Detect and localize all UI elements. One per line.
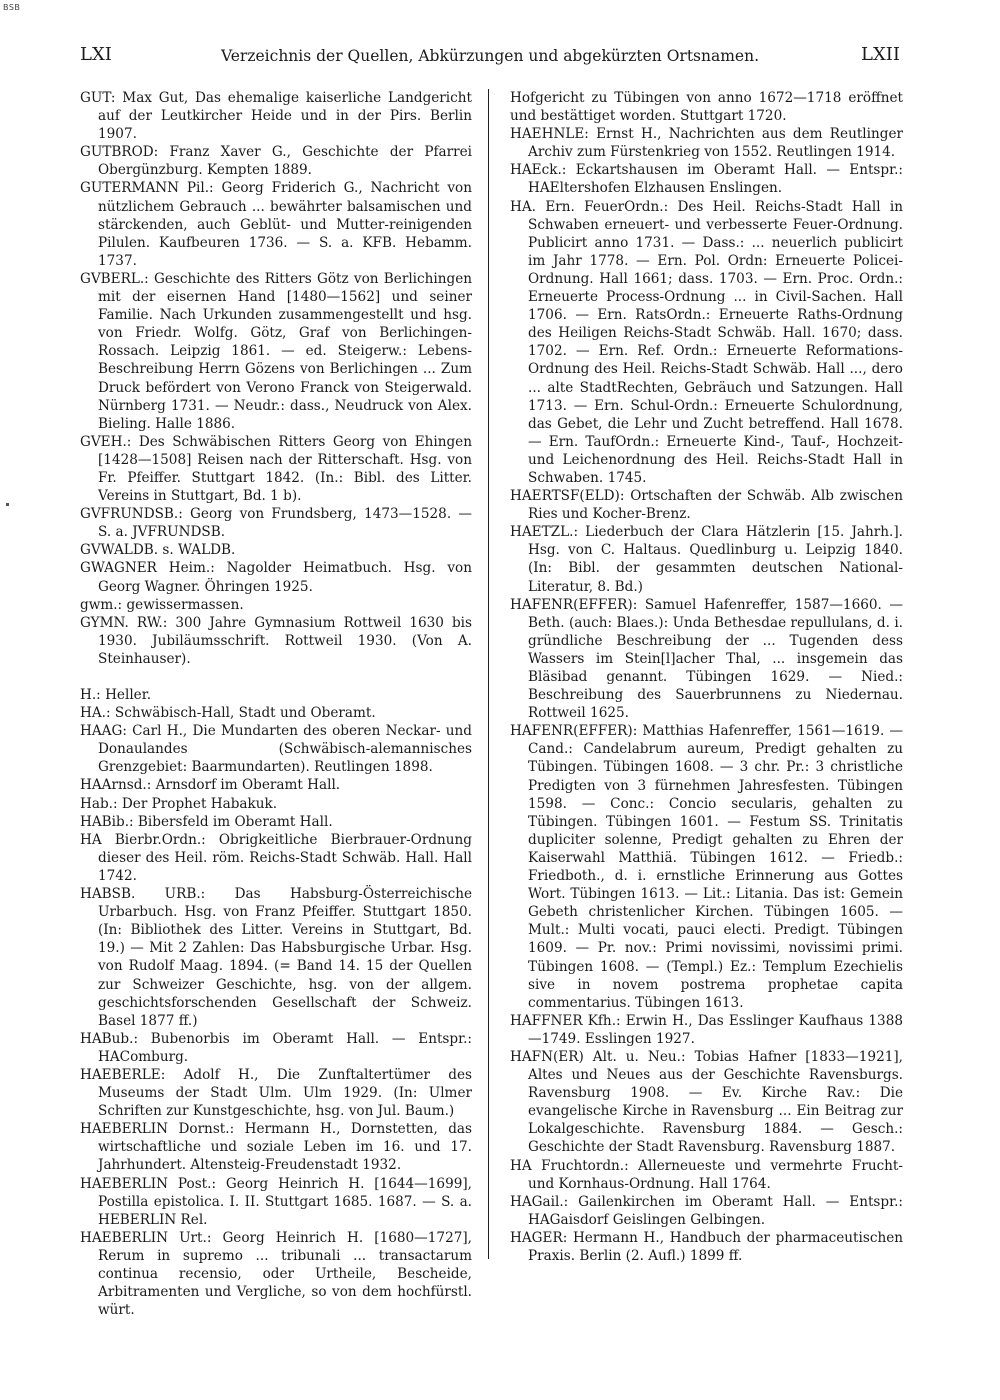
entry: HAGail.: Gailenkirchen im Oberamt Hall. — Entspr.: HAGaisdorf Geislingen Gelbingen. bbox=[510, 1193, 903, 1228]
entry: HA Fruchtordn.: Allerneueste und vermehrte Frucht- und Kornhaus-Ordnung. Hall 1764. bbox=[510, 1157, 903, 1192]
entry: HABib.: Bibersfeld im Oberamt Hall. bbox=[80, 813, 333, 830]
entry-continuation: Hofgericht zu Tübingen von anno 1672—1718 eröffnet und bestättiget worden. Stuttgart 1720. bbox=[510, 90, 903, 125]
entry: GVEH.: Des Schwäbischen Ritters Georg von Ehingen [1428—1508] Reisen nach der Ritterschaft. Hsg. von Fr. Pfeiffer. Stuttgart 1842. (In.: Bibl. des Litter. Vereins in Stuttgart, Bd. 1 b). bbox=[80, 433, 472, 505]
entry: HA.: Schwäbisch-Hall, Stadt und Oberamt. bbox=[80, 705, 376, 722]
entry: GVWALDB. s. WALDB. bbox=[80, 542, 236, 559]
entry: HAETZL.: Liederbuch der Clara Hätzlerin [15. Jahrh.]. Hsg. von C. Haltaus. Quedlinburg u. Leipzig 1840. (In: Bibl. der gesammten deutschen National-Literatur, 8. Bd.) bbox=[510, 524, 903, 595]
entry: HAERTSF(ELD): Ortschaften der Schwäb. Alb zwischen Ries und Kocher-Brenz. bbox=[510, 488, 903, 523]
entry: HAEBERLE: Adolf H., Die Zunftaltertümer des Museums der Stadt Ulm. Ulm 1929. (In: Ulmer Schriften zur Kunstgeschichte, hsg. von Jul. Baum.) bbox=[80, 1066, 472, 1120]
entry: gwm.: gewissermassen. bbox=[80, 596, 244, 613]
entry: HAFENR(EFFER): Samuel Hafenreffer, 1587—1660. — Beth. (auch: Blaes.): Unda Bethesdae repullulans, d. i. gründliche Beschreibung der ... Tugenden dess Wassers im Stein[l]acher Thal, ... insgemein das Bläsibad genannt. Tübingen 1629. — Nied.: Beschreibung des Sauerbrunnens zu Niedernau. Rottweil 1625. bbox=[510, 596, 903, 722]
entry: H.: Heller. bbox=[80, 687, 152, 703]
entry: GUT: Max Gut, Das ehemalige kaiserliche Landgericht auf der Leutkircher Heide und in der Pirs. Berlin 1907. bbox=[80, 90, 472, 143]
entry: HAEHNLE: Ernst H., Nachrichten aus dem Reutlinger Archiv zum Fürstenkrieg von 1552. Reutlingen 1914. bbox=[510, 126, 903, 161]
entry: HAGER: Hermann H., Handbuch der pharmaceutischen Praxis. Berlin (2. Aufl.) 1899 ff. bbox=[510, 1229, 903, 1264]
entry: GWAGNER Heim.: Nagolder Heimatbuch. Hsg. von Georg Wagner. Öhringen 1925. bbox=[80, 560, 472, 595]
entry: HAArnsd.: Arnsdorf im Oberamt Hall. bbox=[80, 777, 341, 794]
entry: GUTERMANN Pil.: Georg Friderich G., Nachricht von nützlichem Gebrauch ... bewährter balsamischen und stärckenden, auch Geblüt- und Mutter-reinigenden Pilulen. Kaufbeuren 1736. — S. a. KFB. Hebamm. 1737. bbox=[80, 180, 472, 269]
column-divider bbox=[488, 89, 489, 1259]
entry: HAAG: Carl H., Die Mundarten des oberen Neckar- und Donaulandes (Schwäbisch-alemannisches Grenzgebiet: Baarmundarten). Reutlingen 1898. bbox=[80, 723, 472, 776]
entry: HAEBERLIN Post.: Georg Heinrich H. [1644—1699], Postilla epistolica. I. II. Stuttgart 1685. 1687. — S. a. HEBERLIN Rel. bbox=[80, 1175, 472, 1228]
page-number-right: LXII bbox=[861, 44, 900, 65]
entry: HABSB. URB.: Das Habsburg-Österreichische Urbarbuch. Hsg. von Franz Pfeiffer. Stuttgart 1850. (In: Bibliothek des Litter. Vereins in Stuttgart, Bd. 19.) — Mit 2 Zahlen: Das Habsburgische Urbar. Hsg. von Rudolf Maag. 1894. (= Band 14. 15 der Quellen zur Schweizer Geschichte, hsg. von der allgem. geschichtsforschenden Gesellschaft der Schweiz. Basel 1877 ff.) bbox=[80, 886, 472, 1029]
entry: HAFENR(EFFER): Matthias Hafenreffer, 1561—1619. — Cand.: Candelabrum aureum, Predigt gehalten zu Tübingen. Tübingen 1608. — 3 chr. Pr.: 3 christliche Predigten von 3 fürnehmen Jahresfesten. Tübingen 1598. — Conc.: Concio secularis, gehalten zu Tübingen. Tübingen 1601. — Festum SS. Trinitatis dupliciter solenne, Predigt gehalten zu Ehren der Kaiserwahl Matthiä. Tübingen 1612. — Friedb.: Friedboth., d. i. ernstliche Erinnerung aus Gottes Wort. Tübingen 1613. — Lit.: Litania. Das ist: Gemein Gebeth christenlicher Kirchen. Tübingen 1605. — Mult.: Multi vocati, pauci electi. Predigt. Tübingen 1609. — Pr. nov.: Primi novissimi, novissimi primi. Tübingen 1608. — (Templ.) Ez.: Templum Ezechielis sive in novem postrema prophetae capita commentarius. Tübingen 1613. bbox=[510, 723, 903, 1011]
entry: HAEBERLIN Dornst.: Hermann H., Dornstetten, das wirtschaftliche und soziale Leben im 16. und 17. Jahrhundert. Altensteig-Freudenstadt 1932. bbox=[80, 1121, 472, 1174]
section-gap bbox=[80, 668, 472, 686]
entry: HAEBERLIN Urt.: Georg Heinrich H. [1680—1727], Rerum in supremo ... tribunali ... transactarum continua recensio, oder Urtheile, Bescheide, Arbitramenten und Vergliche, so von dem hochfürstl. würt. bbox=[80, 1229, 472, 1319]
entry: GVBERL.: Geschichte des Ritters Götz von Berlichingen mit der eisernen Hand [1480—1562] und seiner Familie. Nach Urkunden zusammengestellt und hsg. von Friedr. Wolfg. Götz, Graf von Berlichingen-Rossach. Leipzig 1861. — ed. Steigerw.: Lebens-Beschreibung Herrn Gözens von Berlichingen ... Zum Druck befördert von Verono Franck von Steigerwald. Nürnberg 1731. — Neudr.: dass., Neudruck von Alex. Bieling. Halle 1886. bbox=[80, 270, 472, 432]
scan-speck bbox=[6, 503, 9, 506]
right-column bbox=[510, 89, 903, 1265]
entry: HA. Ern. FeuerOrdn.: Des Heil. Reichs-Stadt Hall in Schwaben erneuert- und verbesserte Feuer-Ordnung. Publicirt anno 1731. — Dass.: ... neuerlich publicirt im Jahr 1778. — Ern. Pol. Ordn: Erneuerte Policei-Ordnung. Hall 1661; dass. 1703. — Ern. Proc. Ordn.: Erneuerte Process-Ordnung ... in Civil-Sachen. Hall 1706. — Ern. RatsOrdn.: Erneuerte Raths-Ordnung des Heiligen Reichs-Stadt Schwäb. Hall. 1670; dass. 1702. — Ern. Ref. Ordn.: Erneuerte Reformations-Ordnung des Heil. Reichs-Stadt Schwäb. Hall ..., dero ... alte StadtRechten, Gebräuch und Satzungen. Hall 1713. — Ern. Schul-Ordn.: Erneuerte Schulordnung, das Gebet, die Lehr und Zucht betreffend. Hall 1678. — Ern. TaufOrdn.: Erneuerte Kind-, Tauf-, Hochzeit- und Leichenordnung des Heil. Reichs-Stadt Hall in Schwaben. 1745. bbox=[510, 198, 903, 486]
entry: HABub.: Bubenorbis im Oberamt Hall. — Entspr.: HAComburg. bbox=[80, 1030, 472, 1065]
library-stamp: BSB bbox=[3, 3, 21, 12]
entry: GYMN. RW.: 300 Jahre Gymnasium Rottweil 1630 bis 1930. Jubiläumsschrift. Rottweil 1930. (Von A. Steinhauser). bbox=[80, 614, 472, 667]
entry: GVFRUNDSB.: Georg von Frundsberg, 1473—1528. — S. a. JVFRUNDSB. bbox=[80, 506, 472, 541]
entry: HAFN(ER) Alt. u. Neu.: Tobias Hafner [1833—1921], Altes und Neues aus der Geschichte Ravensburgs. Ravensburg 1908. — Ev. Kirche Rav.: Die evangelische Kirche in Ravensburg ... Ein Beitrag zur Lokalgeschichte. Ravensburg 1884. — Gesch.: Geschichte der Stadt Ravensburg. Ravensburg 1887. bbox=[510, 1048, 903, 1156]
left-column bbox=[80, 89, 472, 1319]
entry: HA Bierbr.Ordn.: Obrigkeitliche Bierbrauer-Ordnung dieser des Heil. röm. Reichs-Stadt Schwäb. Hall. Hall 1742. bbox=[80, 831, 472, 884]
entry: HAEck.: Eckartshausen im Oberamt Hall. — Entspr.: HAEltershofen Elzhausen Enslingen. bbox=[510, 162, 903, 197]
running-title: Verzeichnis der Quellen, Abkürzungen und abgekürzten Ortsnamen. bbox=[220, 47, 760, 65]
entry: HAFFNER Kfh.: Erwin H., Das Esslinger Kaufhaus 1388—1749. Esslingen 1927. bbox=[510, 1012, 903, 1047]
entry: GUTBROD: Franz Xaver G., Geschichte der Pfarrei Obergünzburg. Kempten 1889. bbox=[80, 144, 472, 179]
entry: Hab.: Der Prophet Habakuk. bbox=[80, 795, 278, 812]
page-number-left: LXI bbox=[80, 44, 112, 65]
running-header bbox=[80, 44, 900, 70]
